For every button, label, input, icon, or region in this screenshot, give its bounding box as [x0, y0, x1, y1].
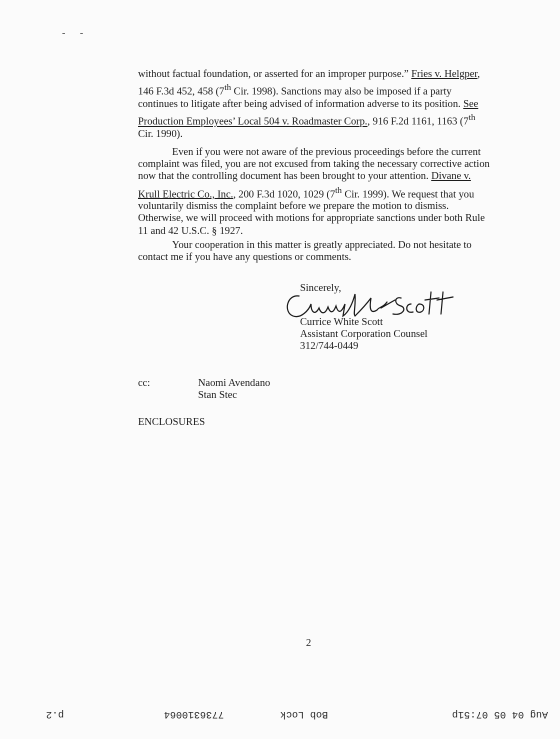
case-citation: Fries v. Helgper — [411, 69, 478, 80]
closing: Sincerely, — [300, 283, 342, 294]
paragraph-2: Even if you were not aware of the previous proceedings before the current complaint was filed, you are not excused from taking the necessary corrective action now that the controlling document has been brought to your attention. Divane v. Krull Electric Co., Inc., 200 F.3d 1020, 1029 (7th Cir. 1999). We request that you voluntarily dismiss the complaint before we prepare the motion to dismiss. Otherwise, we will proceed with motions for appropriate sanctions under both Rule 11 and 42 U.S.C. § 1927. — [138, 147, 490, 237]
enclosures-label: ENCLOSURES — [138, 417, 205, 428]
signer-title: Assistant Corporation Counsel — [300, 329, 428, 341]
paragraph-3: Your cooperation in this matter is greatly appreciated. Do not hesitate to contact me if you have any questions or comments. — [138, 240, 472, 264]
case-citation: See Production Employees’ Local 504 v. Roadmaster Corp. — [138, 98, 479, 128]
signer-block — [300, 317, 428, 354]
fax-from: Bob Lock — [279, 708, 328, 719]
fax-date: Aug 04 05 07:51p — [451, 708, 548, 719]
page-number: 2 — [306, 638, 312, 649]
case-citation: Divane v. Krull Electric Co., Inc. — [138, 171, 471, 201]
signer-name: Currice White Scott — [300, 317, 383, 328]
fax-page: p.2 — [45, 708, 64, 719]
cc-name: Naomi Avendano — [198, 378, 271, 389]
cc-name: Stan Stec — [198, 390, 237, 402]
header-mark: - - — [62, 28, 90, 39]
cc-label: cc: — [138, 378, 151, 389]
fax-footer — [0, 705, 560, 719]
paragraph-1: without factual foundation, or asserted for an improper purpose.” Fries v. Helgper, 146 F.3d 452, 458 (7th Cir. 1998). Sanctions may also be imposed if a party continues to litigate after being advised of information adverse to its position. See Production Employees’ Local 504 v. Roadmaster Corp., 916 F.2d 1161, 1163 (7th Cir. 1990). — [138, 69, 481, 140]
fax-phone: 7736310064 — [163, 708, 224, 719]
signer-phone: 312/744-0449 — [300, 341, 359, 353]
cc-names — [198, 378, 270, 402]
